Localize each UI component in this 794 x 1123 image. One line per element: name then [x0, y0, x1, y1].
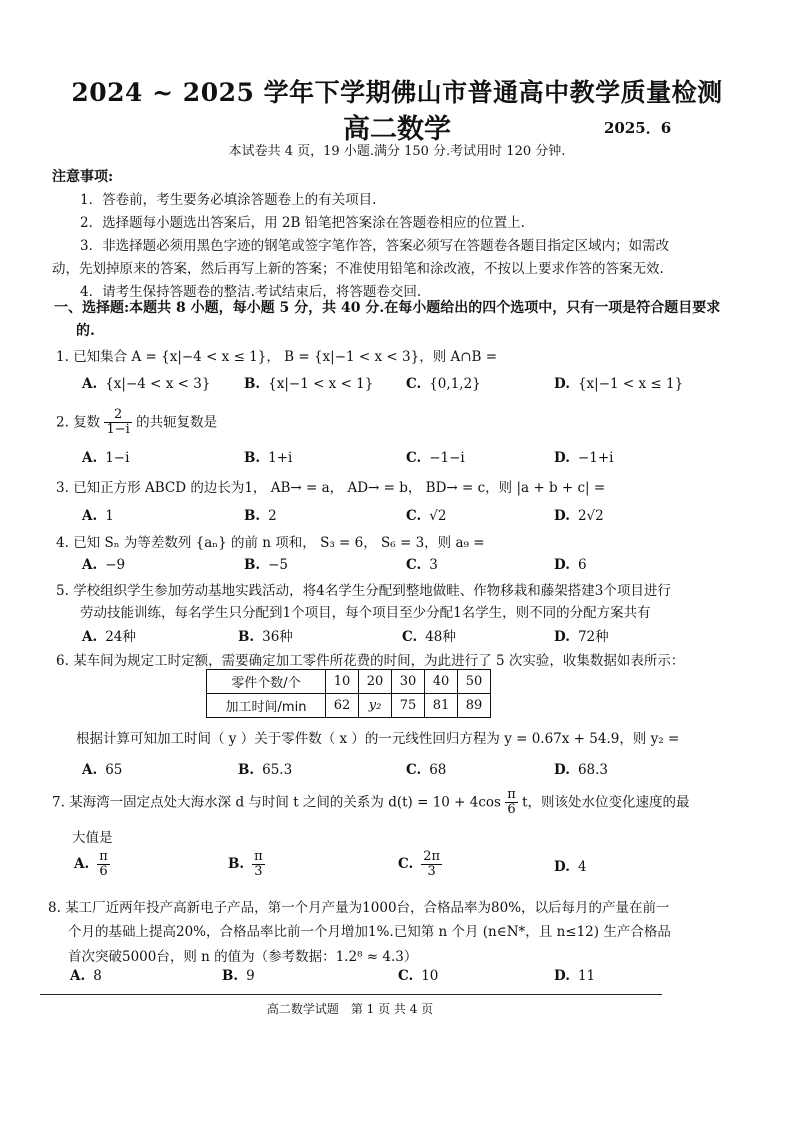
q1-option-d: D. {x|−1 < x ≤ 1}: [554, 376, 684, 392]
question-5-cont: 劳动技能训练，每名学生只分配到1个项目，每个项目至少分配1名学生，则不同的分配方案共有: [80, 605, 651, 621]
q3-option-c: C. √2: [406, 508, 447, 524]
q7-option-c: C. $\frac{2\pi}{3}$: [398, 849, 441, 880]
page-footer: 高二数学试题 第 1 页 共 4 页: [266, 1002, 434, 1016]
question-2: 2. 复数 $\frac{2}{1-i}$ 的共轭复数是: [56, 407, 218, 438]
question-8-cont-1: 个月的基础上提高20%，合格品率比前一个月增加1%.已知第 n 个月 (n∈N*，且 n≤12) 生产合格品: [68, 924, 671, 940]
q8-option-c: C. 10: [398, 968, 439, 984]
q1-num: 1.: [56, 349, 69, 365]
q2-option-b: B. 1+i: [244, 450, 293, 466]
section-heading: [54, 297, 720, 317]
question-8: 8. 某工厂近两年投产高新电子产品，第一个月产量为1000台，合格品率为80%，以后每月的产量在前一: [48, 900, 670, 916]
question-7: 7. 某海湾一固定点处大海水深 d 与时间 t 之间的关系为 d(t) = 10 + 4cos $\frac{\pi}{6}$ t，则该处水位变化速度的最: [52, 787, 690, 818]
q4-option-c: C. 3: [406, 557, 438, 573]
q2-option-a: A. 1−i: [82, 450, 130, 466]
question-6: 6. 某车间为规定工时定额，需要确定加工零件所花费的时间，为此进行了 5 次实验，收集数据如表所示：: [56, 653, 685, 669]
q2-option-c: C. −1−i: [406, 450, 465, 466]
q5-option-c: C. 48种: [402, 629, 456, 645]
exam-title: 2024 ~ 2025 学年下学期佛山市普通高中教学质量检测: [71, 78, 723, 107]
q1-option-a: A. {x|−4 < x < 3}: [82, 376, 211, 392]
section-label: 一、选择题:: [54, 300, 130, 316]
q6-option-b: B. 65.3: [238, 762, 293, 778]
q6-option-a: A. 65: [82, 762, 123, 778]
exam-info: 本试卷共 4 页，19 小题.满分 150 分.考试用时 120 分钟.: [228, 144, 566, 159]
q5-option-b: B. 36种: [238, 629, 293, 645]
q1-text: 已知集合 A = {x|−4 < x ≤ 1}， B = {x|−1 < x < 3}，则 A∩B =: [73, 349, 498, 365]
q1-option-c: C. {0,1,2}: [406, 376, 481, 392]
note-2: 2．选择题每小题选出答案后，用 2B 铅笔把答案涂在答题卷相应的位置上.: [80, 215, 525, 231]
q7-option-a: A. $\frac{\pi}{6}$: [74, 849, 108, 880]
question-6-cont: 根据计算可知加工时间（ y ）关于零件数（ x ）的一元线性回归方程为 y = 0.67x + 54.9，则 y₂ =: [76, 731, 680, 747]
exam-subject: 高二数学: [343, 114, 451, 145]
question-7-cont: 大值是: [72, 830, 113, 846]
q3-option-d: D. 2√2: [554, 508, 604, 524]
notes-heading: 注意事项:: [52, 169, 114, 185]
question-8-cont-2: 首次突破5000台，则 n 的值为（参考数据：1.2⁸ ≈ 4.3）: [68, 949, 418, 965]
q3-option-b: B. 2: [244, 508, 277, 524]
footer-divider: [40, 994, 662, 995]
q4-option-d: D. 6: [554, 557, 587, 573]
note-3-cont: 动，先划掉原来的答案，然后再写上新的答案；不准使用铅笔和涂改液，不按以上要求作答的答案无效.: [52, 261, 664, 277]
note-3: 3．非选择题必须用黑色字迹的钢笔或签字笔作答，答案必须写在答题卷各题目指定区域内；如需改: [80, 238, 670, 254]
q2-option-d: D. −1+i: [554, 450, 614, 466]
q4-option-b: B. −5: [244, 557, 289, 573]
note-1: 1．答卷前，考生要务必填涂答题卷上的有关项目.: [80, 192, 377, 208]
section-desc-cont: 的.: [76, 323, 95, 339]
question-5: 5. 学校组织学生参加劳动基地实践活动，将4名学生分配到整地做畦、作物移栽和藤架搭建3个项目进行: [56, 583, 671, 599]
q6-option-d: D. 68.3: [554, 762, 608, 778]
q8-option-b: B. 9: [222, 968, 255, 984]
q8-option-a: A. 8: [70, 968, 102, 984]
question-1: [56, 345, 497, 365]
section-desc: 本题共 8 小题，每小题 5 分，共 40 分.在每小题给出的四个选项中，只有一项是符合题目要求: [129, 300, 721, 316]
question-3: 3. 已知正方形 ABCD 的边长为1， AB→ = a， AD→ = b， BD→ = c，则 |a + b + c| =: [56, 480, 606, 496]
q2-fraction: $\frac{2}{1-i}$: [106, 407, 130, 438]
question-4: 4. 已知 Sₙ 为等差数列 {aₙ} 的前 n 项和， S₃ = 6， S₆ = 3，则 a₉ =: [56, 535, 485, 551]
q5-option-d: D. 72种: [554, 629, 609, 645]
q7-option-b: B. $\frac{\pi}{3}$: [228, 849, 263, 880]
q4-option-a: A. −9: [82, 557, 126, 573]
q6-option-c: C. 68: [406, 762, 447, 778]
q5-option-a: A. 24种: [82, 629, 136, 645]
q8-option-d: D. 11: [554, 968, 596, 984]
q1-option-b: B. {x|−1 < x < 1}: [244, 376, 374, 392]
exam-date: 2025．6: [604, 119, 672, 137]
table-row: 加工时间/min 62 y₂ 75 81 89: [207, 694, 491, 718]
note-4: 4．请考生保持答题卷的整洁.考试结束后，将答题卷交回.: [80, 284, 422, 300]
table-row: 零件个数/个 10 20 30 40 50: [207, 670, 491, 694]
q7-fraction: $\frac{\pi}{6}$: [507, 787, 516, 818]
q3-option-a: A. 1: [82, 508, 114, 524]
data-table: [206, 669, 491, 718]
q7-option-d: D. 4: [554, 859, 587, 875]
